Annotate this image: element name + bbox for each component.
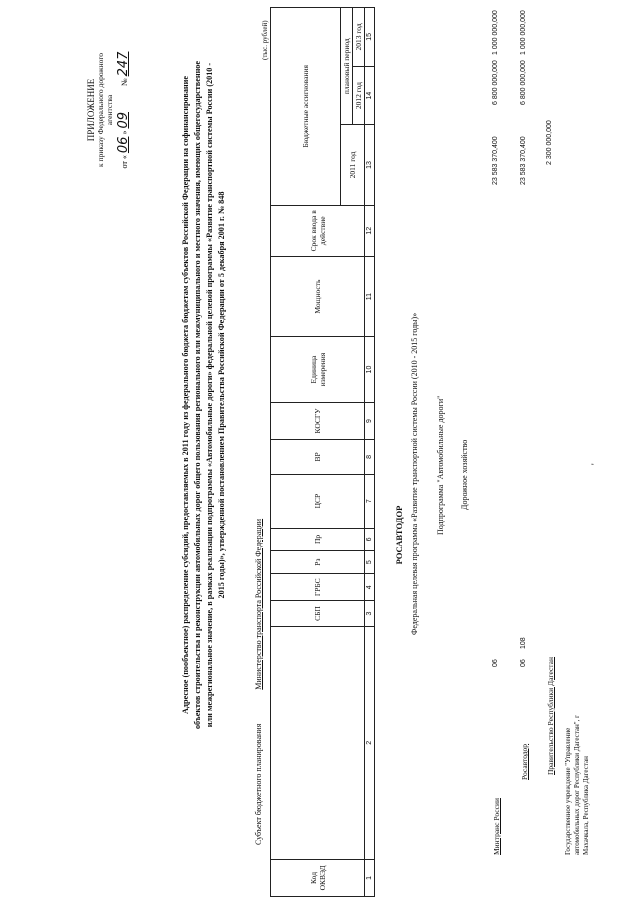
row-2013-2: 1 000 000,000: [520, 10, 527, 55]
row-code2-2: 108: [520, 637, 527, 649]
header-pr: Пр: [271, 528, 365, 551]
header-budget: Бюджетные ассигнования: [271, 8, 341, 206]
header-2013: 2013 год: [353, 8, 365, 67]
program-line: Федеральная целевая программа «Развитие транспортной системы России (2010 - 2015 годы)»: [410, 312, 419, 635]
rosavtodor-label: РОСАВТОДОР: [394, 505, 404, 565]
col-number: 8: [365, 440, 375, 475]
document-heading: [180, 5, 228, 785]
header-csr: ЦСР: [271, 474, 365, 528]
recipient-line1: Государственное учреждение "Управление: [564, 727, 572, 855]
header-2012: 2012 год: [353, 66, 365, 125]
col-number: 12: [365, 205, 375, 256]
sector-line: Дорожное хозяйство: [460, 439, 469, 510]
col-number: 15: [365, 8, 375, 67]
header-capacity: Мощность: [271, 256, 365, 336]
date-prefix: от «: [120, 155, 129, 169]
header-kosgu: КОСГУ: [271, 402, 365, 439]
col-number: 2: [365, 626, 375, 859]
header-2011: 2011 год: [341, 125, 365, 205]
appendix-line2: агентства: [105, 94, 114, 126]
col-number: 14: [365, 66, 375, 125]
col-number: 7: [365, 474, 375, 528]
recipient-line3: Махачкала, Республика Дагестан: [581, 756, 590, 855]
row-2013-1: 1 000 000,000: [492, 10, 499, 55]
header-name-blank: [271, 626, 365, 859]
subprogram-line: Подпрограмма "Автомобильные дороги": [436, 395, 445, 535]
units-note: (тыс. рублей): [261, 20, 269, 60]
row-name-3: Правительство Республики Дагестан: [546, 656, 555, 775]
heading-line1: Адресное (пообъектное) распределение субсидий, предоставляемых в 2011 году из федерального бюджета бюджетам субъектов Российской Федерации на софинансирование: [181, 76, 190, 714]
appendix-title: ПРИЛОЖЕНИЕ: [86, 78, 96, 142]
col-number: 3: [365, 601, 375, 626]
header-vr: ВР: [271, 440, 365, 475]
header-planned: плановый период: [341, 8, 353, 125]
col-number: 6: [365, 528, 375, 551]
subject-value: Министерство транспорта Российской Федерации: [254, 518, 263, 690]
row-2012-2: 6 800 000,000: [520, 60, 527, 105]
date-month: 09: [116, 112, 131, 129]
row-name-2: Росавтодор: [520, 743, 529, 780]
col-number: 13: [365, 125, 375, 205]
row-code1-1: 06: [492, 659, 499, 667]
recipient-block: [564, 715, 590, 855]
header-okved: Код ОКВЭД: [271, 859, 365, 896]
header-sbp: СБП: [271, 601, 365, 626]
appendix-date-line: [116, 15, 131, 205]
col-number: 4: [365, 573, 375, 601]
date-day: 06: [116, 136, 131, 154]
col-number: 10: [365, 337, 375, 403]
appendix-line1: к приказу Федерального дорожного: [96, 53, 105, 167]
col-number: 1: [365, 859, 375, 896]
row-code1-2: 06: [520, 659, 527, 667]
header-rz: Рз: [271, 551, 365, 574]
heading-line4: 2015 годы)», утвержденной постановлением Правительства Российской Федерации от 5 декабря 2001 г. № 848: [216, 191, 226, 599]
date-mid: »: [120, 130, 129, 135]
row-2011-1: 23 583 370,400: [492, 136, 499, 185]
number-prefix: №: [120, 78, 129, 86]
scan-mark: ': [590, 463, 600, 465]
row-2011-2: 23 583 370,400: [520, 136, 527, 185]
subject-label: Субъект бюджетного планирования: [254, 723, 263, 845]
recipient-line2: автомобильных дорог Республики Дагестан", г: [572, 714, 581, 855]
header-grbs: ГРБС: [271, 573, 365, 601]
subject-line: [254, 519, 263, 845]
col-number: 5: [365, 551, 375, 574]
header-term: Срок ввода в действие: [271, 205, 365, 256]
header-unit: Единица измерения: [271, 337, 365, 403]
row-name-1: Минтранс России: [492, 798, 501, 855]
row-2011-3: 2 300 000,000: [546, 120, 553, 165]
row-2012-1: 6 800 000,000: [492, 60, 499, 105]
heading-line2: объектов строительства и реконструкции автомобильных дорог общего пользования регионального или межмуниципального и местного значения, имеющих общегосударственное: [192, 60, 202, 730]
allocation-table: [270, 7, 375, 897]
col-number: 11: [365, 256, 375, 336]
heading-line3: или межрегиональное значение, в рамках реализации подпрограммы «Автомобильные дороги» федеральной целевой программы «Развитие транспортной системы России (2010 -: [204, 62, 214, 728]
appendix-block: [86, 15, 131, 205]
col-number: 9: [365, 402, 375, 439]
order-number: 247: [116, 51, 131, 77]
